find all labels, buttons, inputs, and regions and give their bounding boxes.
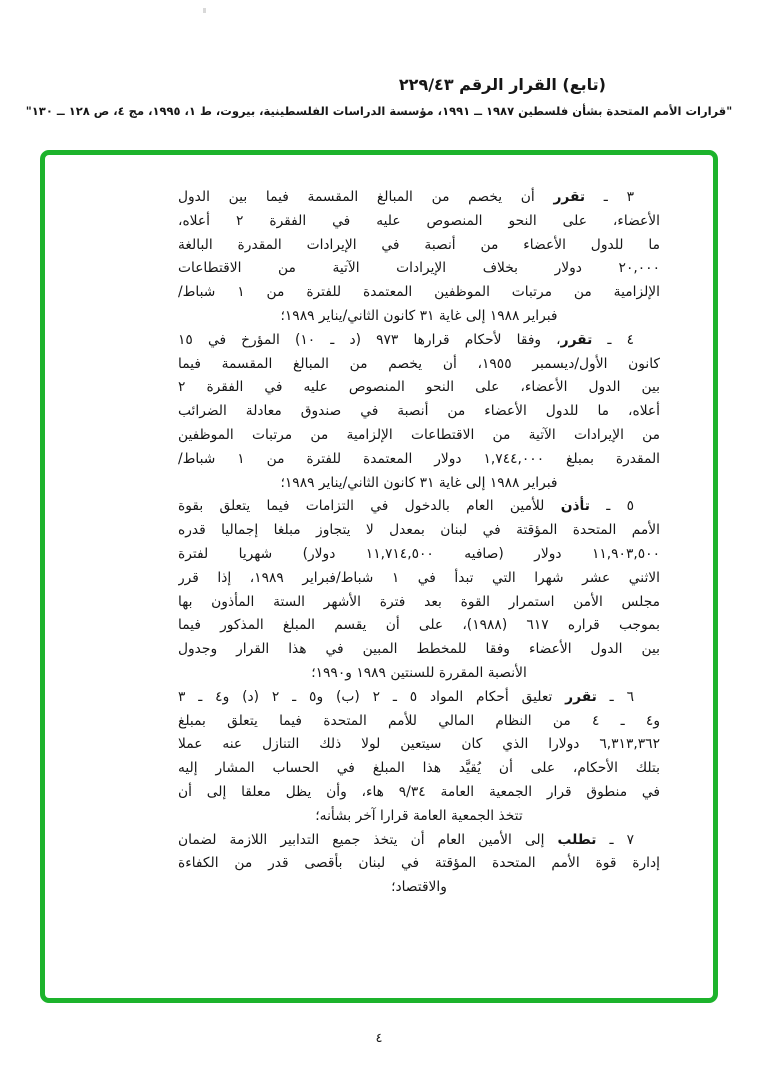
paragraph-number: ٦ ـ xyxy=(596,688,634,705)
paragraph-operative-6 xyxy=(178,686,660,829)
source-citation: "قرارات الأمم المتحدة بشأن فلسطين ١٩٨٧ ــ ١٩٩١، مؤسسة الدراسات الفلسطينية، بيروت، ط ١، ١٩٩٥، مج ٤، ص ١٢٨ ــ ١٣٠" xyxy=(25,104,733,118)
paragraph-number: ٣ ـ xyxy=(585,189,634,205)
operative-verb: تأذن xyxy=(560,498,590,515)
text-line: من الإيرادات الآتية من الاقتطاعات الإلزامية من مرتبات الموظفين xyxy=(178,426,660,443)
operative-verb: تقرر xyxy=(560,331,593,348)
text-line: بتلك الأحكام، على أن يُقيَّد هذا المبلغ في الحساب المشار إليه xyxy=(178,760,660,777)
text-line: الأنصبة المقررة للسنتين ١٩٨٩ و١٩٩٠؛ xyxy=(311,664,527,681)
page-number: ٤ xyxy=(375,1031,383,1046)
text-line: ما للدول الأعضاء من أنصبة في الإيرادات المقدرة البالغة xyxy=(178,236,660,253)
paragraph-number: ٥ ـ xyxy=(589,498,634,515)
text-line: فبراير ١٩٨٨ إلى غاية ٣١ كانون الثاني/يناير ١٩٨٩؛ xyxy=(280,474,558,491)
paragraph-operative-3 xyxy=(178,186,660,329)
line-text: أن يخصم من المبالغ المقسمة فيما بين الدول xyxy=(178,189,554,205)
line-text: ، وفقا لأحكام قرارها ٩٧٣ (د ـ ١٠) المؤرخ في ١٥ xyxy=(178,331,561,348)
text-line: أعلاه، ما للدول الأعضاء من أنصبة في صندوق معادلة الضرائب xyxy=(178,403,660,420)
text-line: الإلزامية من مرتبات الموظفين المعتمدة للفترة من ١ شباط/ xyxy=(178,284,660,301)
paragraph-number: ٧ ـ xyxy=(596,831,634,848)
paragraph-operative-7 xyxy=(178,829,660,900)
text-line: في منطوق قرار الجمعية العامة ٩/٣٤ هاء، وأن يظل معلقا إلى أن xyxy=(178,783,660,800)
text-line: فبراير ١٩٨٨ إلى غاية ٣١ كانون الثاني/يناير ١٩٨٩؛ xyxy=(280,307,558,324)
text-line: مجلس الأمن استمرار القوة بعد فترة الأشهر الستة المأذون بها xyxy=(178,593,660,610)
text-line: بين الدول الأعضاء وفقا للمخطط المبين في هذا القرار وجدول xyxy=(178,641,660,658)
text-line: المقدرة بمبلغ ١,٧٤٤,٠٠٠ دولار المعتمدة للفترة من ١ شباط/ xyxy=(178,450,660,467)
paragraph-operative-4 xyxy=(178,329,660,496)
text-line xyxy=(178,829,660,853)
text-line: الأمم المتحدة المؤقتة في لبنان بمعدل لا يتجاوز مبلغا إجماليا قدره xyxy=(178,522,660,539)
operative-verb: تقرر xyxy=(565,688,597,705)
line-text: للأمين العام بالدخول في التزامات فيما يتعلق بقوة xyxy=(178,498,561,515)
text-line xyxy=(178,186,660,210)
text-line: ١١,٩٠٣,٥٠٠ دولار (صافيه ١١,٧١٤,٥٠٠ دولار) شهريا لفترة xyxy=(178,545,660,562)
page-title: (تابع) القرار الرقم ٢٢٩/٤٣ xyxy=(398,75,606,94)
scan-speck-artifact xyxy=(203,8,206,13)
text-line: إدارة قوة الأمم المتحدة المؤقتة في لبنان بأقصى قدر من الكفاءة xyxy=(178,855,660,872)
text-line: تتخذ الجمعية العامة قرارا آخر بشأنه؛ xyxy=(315,807,523,824)
text-line: بين الدول الأعضاء، على النحو المنصوص عليه في الفقرة ٢ xyxy=(178,379,660,396)
text-line: و٤ ـ ٤ من النظام المالي للأمم المتحدة فيما يتعلق بمبلغ xyxy=(178,712,660,729)
line-text: تعليق أحكام المواد ٥ ـ ٢ (ب) و٥ ـ ٢ (د) و٤ ـ ٣ xyxy=(178,688,566,705)
line-text: إلى الأمين العام أن يتخذ جميع التدابير اللازمة لضمان xyxy=(178,831,558,848)
paragraph-operative-5 xyxy=(178,495,660,685)
operative-verb: تطلب xyxy=(557,831,597,848)
text-line: ٦,٣١٣,٣٦٢ دولارا الذي كان سيتعين لولا ذلك التنازل عنه عملا xyxy=(178,736,660,753)
text-line xyxy=(178,329,660,353)
text-line: الأعضاء، على النحو المنصوص عليه في الفقرة ٢ أعلاه، xyxy=(178,212,660,229)
text-line: ٢٠,٠٠٠ دولار بخلاف الإيرادات الآتية من الاقتطاعات xyxy=(178,260,660,277)
text-line: كانون الأول/ديسمبر ١٩٥٥، أن يخصم من المبالغ المقسمة فيما xyxy=(178,355,660,372)
paragraph-number: ٤ ـ xyxy=(592,331,634,348)
text-line xyxy=(178,686,660,710)
text-line: والاقتصاد؛ xyxy=(391,879,447,896)
text-line: بموجب قراره ٦١٧ (١٩٨٨)، على أن يقسم المبلغ المذكور فيما xyxy=(178,617,660,634)
text-line: الاثني عشر شهرا التي تبدأ في ١ شباط/فبراير ١٩٨٩، إذا قرر xyxy=(178,569,660,586)
resolution-body-text xyxy=(178,186,660,900)
operative-verb: تقرر xyxy=(553,189,586,205)
text-line xyxy=(178,495,660,519)
